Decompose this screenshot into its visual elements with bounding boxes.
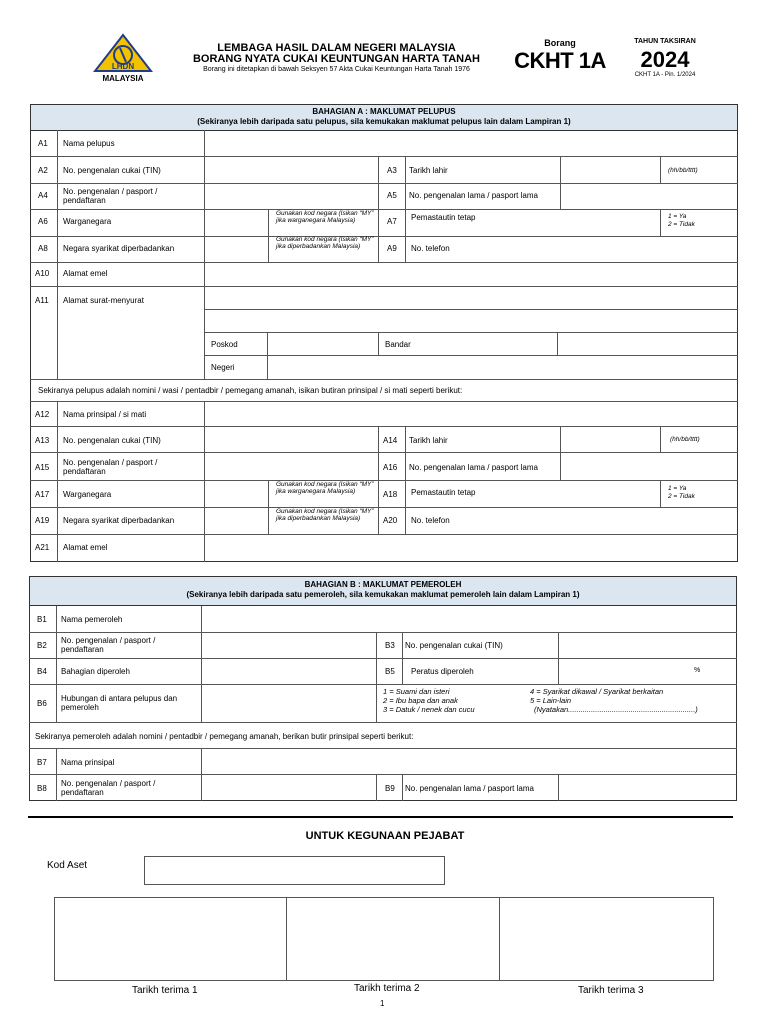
- form-subtitle: Borang ini ditetapkan di bawah Seksyen 57 Akta Cukai Keuntungan Harta Tanah 1976: [203, 66, 470, 73]
- a8-input[interactable]: [205, 237, 267, 261]
- b2-code: B2: [37, 641, 47, 650]
- b6-label: Hubungan di antara pelupus dan pemeroleh: [61, 694, 178, 712]
- b6-opt3: 3 = Datuk / nenek dan cucu: [383, 705, 475, 714]
- assessment-year: 2024: [640, 47, 690, 72]
- a11-bandar-label: Bandar: [385, 340, 411, 349]
- a6-input[interactable]: [205, 210, 267, 235]
- a3-code: A3: [387, 166, 397, 175]
- a8-code: A8: [38, 244, 48, 253]
- b2-input[interactable]: [202, 633, 375, 657]
- a8-label: Negara syarikat diperbadankan: [63, 244, 175, 253]
- b8-input[interactable]: [202, 775, 375, 800]
- kod-aset-input[interactable]: [144, 856, 445, 885]
- section-a-header: BAHAGIAN A : MAKLUMAT PELUPUS (Sekiranya lebih daripada satu pelupus, sila kemukakan maklumat pelupus lain dalam Lampiran 1): [31, 105, 737, 131]
- a11-label: Alamat surat-menyurat: [63, 296, 144, 305]
- b7-code: B7: [37, 758, 47, 767]
- form-title: BORANG NYATA CUKAI KEUNTUNGAN HARTA TANAH: [192, 53, 480, 65]
- a11-bandar-input[interactable]: [558, 333, 737, 354]
- b9-input[interactable]: [559, 775, 736, 800]
- a7-code: A7: [387, 217, 397, 226]
- a21-code: A21: [35, 543, 50, 552]
- section-a-nominee-note: Sekiranya pelupus adalah nomini / wasi / pentadbir / pemegang amanah, isikan butiran prinsipal / si mati seperti berikut:: [38, 386, 463, 395]
- a7-label: Pemastautin tetap: [411, 213, 476, 222]
- lhdn-logo: [93, 33, 153, 83]
- svg-text:MALAYSIA: MALAYSIA: [102, 74, 144, 83]
- a8-note: Gunakan kod negara (Isikan “MY” jika diperbadankan Malaysia): [276, 236, 374, 250]
- b6-opt1: 1 = Suami dan isteri: [383, 687, 450, 696]
- b3-input[interactable]: [559, 633, 736, 657]
- a7-opt2: 2 = Tidak: [668, 221, 695, 228]
- b5-label: Peratus diperoleh: [411, 667, 474, 676]
- a10-code: A10: [35, 269, 50, 278]
- b2-label: No. pengenalan / pasport / pendaftaran: [61, 636, 156, 654]
- a9-label: No. telefon: [411, 244, 450, 253]
- page-number: 1: [380, 999, 385, 1008]
- b3-code: B3: [385, 641, 395, 650]
- form-version: CKHT 1A - Pin. 1/2024: [634, 72, 696, 78]
- form-code: CKHT 1A: [514, 48, 606, 73]
- a14-hint: (hh/bb/tttt): [670, 436, 700, 443]
- tahun-taksiran-label: TAHUN TAKSIRAN: [634, 38, 696, 45]
- b9-label: No. pengenalan lama / pasport lama: [405, 784, 534, 793]
- a18-input[interactable]: [561, 481, 659, 506]
- a3-label: Tarikh lahir: [409, 166, 448, 175]
- a13-input[interactable]: [205, 427, 377, 451]
- a17-code: A17: [35, 490, 50, 499]
- a13-label: No. pengenalan cukai (TIN): [63, 436, 161, 445]
- a21-label: Alamat emel: [63, 543, 108, 552]
- a20-input[interactable]: [406, 508, 737, 533]
- a1-input[interactable]: [205, 131, 737, 155]
- a4-input[interactable]: [205, 184, 377, 208]
- a1-code: A1: [38, 139, 48, 148]
- a12-code: A12: [35, 410, 50, 419]
- svg-text:LHDN: LHDN: [111, 62, 135, 71]
- a6-code: A6: [38, 217, 48, 226]
- a11-code: A11: [35, 296, 49, 305]
- b8-code: B8: [37, 784, 47, 793]
- a17-label: Warganegara: [63, 490, 112, 499]
- b6-opt2: 2 = Ibu bapa dan anak: [383, 696, 458, 705]
- a16-input[interactable]: [561, 453, 737, 479]
- a18-opt2: 2 = Tidak: [668, 493, 695, 500]
- a1-label: Nama pelupus: [63, 139, 115, 148]
- kod-aset-label: Kod Aset: [47, 860, 88, 871]
- office-divider: [28, 816, 733, 818]
- a11-address-line-2[interactable]: [205, 310, 737, 331]
- section-b-header: BAHAGIAN B : MAKLUMAT PEMEROLEH (Sekiranya lebih daripada satu pemeroleh, sila kemukakan maklumat pemeroleh lain dalam Lampiran 1): [30, 577, 736, 606]
- b4-code: B4: [37, 667, 47, 676]
- b6-input[interactable]: [202, 685, 375, 721]
- a21-input[interactable]: [205, 535, 737, 561]
- b1-code: B1: [37, 615, 47, 624]
- a15-code: A15: [35, 463, 50, 472]
- a11-negeri-label: Negeri: [211, 363, 235, 372]
- a14-code: A14: [383, 436, 398, 445]
- b5-percent-unit: %: [694, 667, 701, 674]
- b1-label: Nama pemeroleh: [61, 615, 123, 624]
- a15-input[interactable]: [205, 453, 377, 479]
- b7-label: Nama prinsipal: [61, 758, 115, 767]
- a14-label: Tarikh lahir: [409, 436, 448, 445]
- tarikh-terima-1-label: Tarikh terima 1: [132, 985, 198, 996]
- tarikh-terima-2-box[interactable]: [287, 898, 498, 980]
- a5-code: A5: [387, 191, 397, 200]
- a5-input[interactable]: [561, 184, 737, 208]
- a3-input[interactable]: [561, 157, 659, 182]
- a2-label: No. pengenalan cukai (TIN): [63, 166, 161, 175]
- a18-code: A18: [383, 490, 398, 499]
- tarikh-terima-3-box[interactable]: [500, 898, 713, 980]
- a11-address-line-1[interactable]: [205, 287, 737, 308]
- a17-note: Gunakan kod negara (Isikan “MY” jika warganegara Malaysia): [276, 481, 374, 495]
- a15-label: No. pengenalan / pasport / pendaftaran: [63, 458, 158, 476]
- section-b-nominee-note: Sekiranya pemeroleh adalah nomini / pentadbir / pemegang amanah, berikan butir prinsipal seperti berikut:: [35, 732, 414, 741]
- a9-code: A9: [387, 244, 397, 253]
- a19-note: Gunakan kod negara (Isikan “MY” jika diperbadankan Malaysia): [276, 508, 374, 522]
- a20-code: A20: [383, 516, 398, 525]
- a18-label: Pemastautin tetap: [411, 488, 476, 497]
- b6-opt6: (Nyatakan.............................................................): [534, 705, 698, 714]
- a10-input[interactable]: [205, 263, 737, 285]
- a17-input[interactable]: [205, 481, 267, 506]
- b6-opt4: 4 = Syarikat dikawal / Syarikat berkaitan: [530, 687, 664, 696]
- tarikh-terima-3-label: Tarikh terima 3: [578, 985, 644, 996]
- borang-label: Borang: [544, 38, 576, 48]
- a18-opt1: 1 = Ya: [668, 485, 687, 492]
- a12-label: Nama prinsipal / si mati: [63, 410, 147, 419]
- a20-label: No. telefon: [411, 516, 450, 525]
- b1-input[interactable]: [202, 607, 736, 631]
- b6-code: B6: [37, 699, 47, 708]
- a19-label: Negara syarikat diperbadankan: [63, 516, 175, 525]
- b4-input[interactable]: [202, 659, 375, 683]
- a14-input[interactable]: [561, 427, 659, 451]
- b8-label: No. pengenalan / pasport / pendaftaran: [61, 779, 156, 797]
- tarikh-terima-2-label: Tarikh terima 2: [354, 983, 420, 994]
- a6-note: Gunakan kod negara (Isikan “MY” jika warganegara Malaysia): [276, 210, 374, 224]
- a2-code: A2: [38, 166, 48, 175]
- a16-code: A16: [383, 463, 398, 472]
- b3-label: No. pengenalan cukai (TIN): [405, 641, 503, 650]
- a6-label: Warganegara: [63, 217, 112, 226]
- tarikh-terima-1-box[interactable]: [55, 898, 285, 980]
- a10-label: Alamat emel: [63, 269, 108, 278]
- b6-opt5: 5 = Lain-lain: [530, 696, 572, 705]
- a16-label: No. pengenalan lama / pasport lama: [409, 463, 538, 472]
- office-use-title: UNTUK KEGUNAAN PEJABAT: [305, 830, 465, 842]
- agency-name: LEMBAGA HASIL DALAM NEGERI MALAYSIA: [217, 42, 456, 54]
- a12-input[interactable]: [205, 402, 737, 425]
- a5-label: No. pengenalan lama / pasport lama: [409, 191, 538, 200]
- a4-label: No. pengenalan / pasport / pendaftaran: [63, 187, 158, 205]
- b9-code: B9: [385, 784, 395, 793]
- a11-negeri-input[interactable]: [268, 356, 737, 378]
- a11-poskod-input[interactable]: [268, 333, 377, 354]
- b7-input[interactable]: [202, 749, 736, 773]
- a7-opt1: 1 = Ya: [668, 213, 687, 220]
- a2-input[interactable]: [205, 157, 377, 182]
- b4-label: Bahagian diperoleh: [61, 667, 130, 676]
- a11-poskod-label: Poskod: [211, 340, 238, 349]
- b5-code: B5: [385, 667, 395, 676]
- a4-code: A4: [38, 191, 48, 200]
- a19-input[interactable]: [205, 508, 267, 533]
- b5-input[interactable]: [559, 659, 736, 683]
- a9-input[interactable]: [406, 237, 737, 261]
- a13-code: A13: [35, 436, 50, 445]
- a19-code: A19: [35, 516, 50, 525]
- a3-hint: (hh/bb/tttt): [668, 167, 698, 174]
- a7-input[interactable]: [561, 210, 659, 235]
